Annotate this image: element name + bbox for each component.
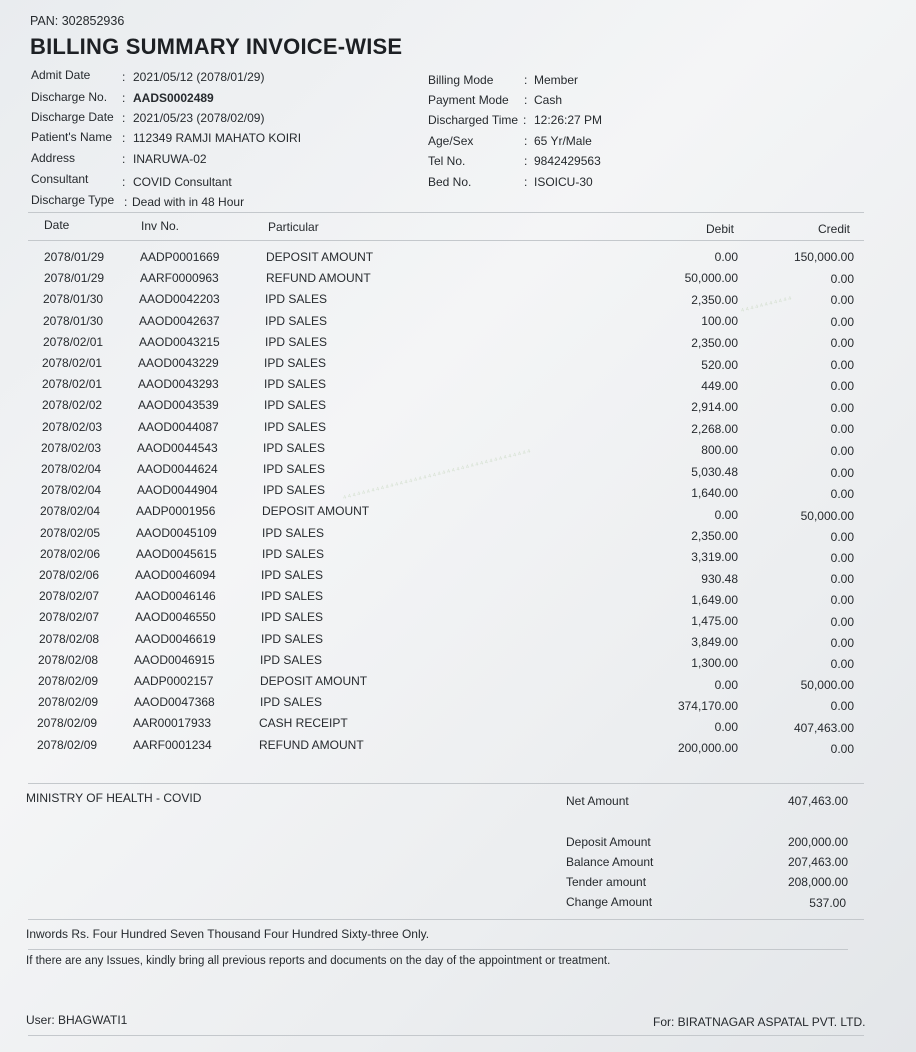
info-label-discharge-no: Discharge No.: [31, 90, 108, 104]
cell-credit: 0.00: [830, 699, 854, 714]
info-value-billing-mode: Member: [534, 73, 579, 87]
cell-credit: 407,463.00: [793, 720, 854, 735]
cell-credit: 0.00: [830, 614, 854, 629]
table-row: [0, 568, 916, 589]
cell-debit: 1,300.00: [691, 656, 738, 671]
cell-date: 2078/01/30: [43, 313, 104, 328]
cell-date: 2078/01/29: [44, 271, 105, 286]
cell-particular: IPD SALES: [260, 695, 323, 710]
table-row: [0, 674, 916, 695]
cell-debit: 2,914.00: [691, 400, 738, 415]
cell-particular: IPD SALES: [264, 419, 327, 434]
cell-credit: 0.00: [830, 487, 854, 502]
info-value-age-sex: 65 Yr/Male: [534, 134, 592, 148]
cell-particular: IPD SALES: [261, 610, 324, 625]
info-value-tel-no: 9842429563: [534, 154, 601, 168]
cell-particular: IPD SALES: [264, 398, 327, 413]
cell-particular: IPD SALES: [265, 313, 328, 328]
cell-inv-no: AAOD0045109: [136, 525, 217, 540]
cell-date: 2078/02/09: [37, 716, 98, 731]
header-debit: Debit: [706, 222, 735, 236]
cell-debit: 449.00: [701, 378, 738, 393]
cell-particular: IPD SALES: [261, 568, 324, 582]
divider: [28, 240, 864, 241]
company-signature: For: BIRATNAGAR ASPATAL PVT. LTD.: [653, 1015, 866, 1029]
table-row: [0, 356, 916, 377]
info-value-admit-date: 2021/05/12 (2078/01/29): [133, 70, 265, 84]
cell-inv-no: AAOD0046094: [135, 568, 216, 582]
net-amount-value: 407,463.00: [787, 794, 848, 808]
cell-debit: 0.00: [714, 719, 738, 734]
table-row: [0, 526, 916, 547]
cell-debit: 2,350.00: [691, 529, 738, 544]
balance-amount-value: 207,463.00: [787, 855, 848, 869]
divider: [28, 949, 848, 950]
instruction-note: If there are any Issues, kindly bring all previous reports and documents on the day of the appointment or treatment.: [26, 955, 611, 967]
cell-credit: 0.00: [830, 465, 854, 480]
net-amount-label: Net Amount: [566, 794, 629, 808]
cell-date: 2078/02/09: [37, 737, 98, 752]
cell-credit: 0.00: [830, 422, 854, 437]
table-row: [0, 420, 916, 441]
cell-debit: 200,000.00: [677, 741, 738, 756]
cell-inv-no: AADP0002157: [134, 674, 214, 688]
cell-inv-no: AAOD0046915: [134, 652, 215, 667]
table-row: [0, 250, 916, 271]
cell-credit: 0.00: [830, 336, 854, 351]
stamp-mark: ⁴⁴⁴⁴⁴⁴⁴⁴⁴⁴⁴⁴⁴⁴⁴⁴⁴⁴⁴⁴⁴⁴⁴⁴⁴⁴⁴⁴⁴⁴⁴⁴⁴⁴⁴⁴⁴⁴⁴⁴: [341, 446, 534, 504]
cell-credit: 0.00: [830, 357, 854, 372]
info-value-discharge-type: Dead with in 48 Hour: [132, 195, 245, 209]
table-row: [0, 271, 916, 292]
table-row: [0, 610, 916, 631]
cell-debit: 800.00: [701, 443, 738, 458]
pan-number: PAN: 302852936: [30, 14, 125, 28]
deposit-amount-value: 200,000.00: [787, 835, 848, 849]
change-amount-label: Change Amount: [566, 895, 653, 909]
cell-date: 2078/02/02: [42, 398, 103, 413]
table-row: [0, 589, 916, 610]
cell-credit: 0.00: [830, 293, 854, 308]
cell-date: 2078/02/03: [42, 419, 103, 434]
cell-date: 2078/02/09: [38, 695, 99, 710]
cell-debit: 50,000.00: [684, 271, 738, 286]
cell-date: 2078/02/06: [39, 568, 100, 582]
cell-particular: DEPOSIT AMOUNT: [262, 504, 370, 519]
cell-debit: 2,350.00: [691, 335, 738, 350]
info-sep: :: [524, 134, 528, 148]
cell-inv-no: AAOD0043539: [138, 398, 219, 413]
cell-particular: IPD SALES: [260, 652, 323, 667]
table-row: [0, 738, 916, 759]
info-value-address: INARUWA-02: [133, 152, 207, 166]
cell-inv-no: AAOD0042637: [139, 313, 220, 328]
cell-credit: 0.00: [830, 400, 854, 415]
divider: [28, 1035, 864, 1036]
header-inv-no: Inv No.: [141, 219, 180, 233]
cell-inv-no: AARF0001234: [133, 737, 212, 752]
tender-amount-label: Tender amount: [566, 875, 647, 889]
info-label-discharge-type: Discharge Type: [31, 193, 115, 207]
info-sep: :: [524, 73, 528, 87]
info-value-bed-no: ISOICU-30: [534, 175, 593, 189]
cell-credit: 150,000.00: [793, 250, 854, 264]
info-value-discharge-date: 2021/05/23 (2078/02/09): [133, 111, 265, 125]
info-sep: :: [122, 131, 126, 145]
balance-amount-label: Balance Amount: [566, 855, 654, 869]
user-label: User: BHAGWATI1: [26, 1013, 128, 1027]
cell-debit: 520.00: [701, 357, 738, 372]
info-sep: :: [523, 113, 527, 127]
table-row: [0, 441, 916, 462]
cell-particular: IPD SALES: [265, 292, 328, 307]
table-row: [0, 547, 916, 568]
page-title: BILLING SUMMARY INVOICE-WISE: [30, 34, 403, 59]
cell-date: 2078/02/01: [43, 334, 104, 349]
cell-credit: 0.00: [830, 443, 854, 458]
cell-inv-no: AAOD0046146: [135, 589, 216, 604]
tender-amount-value: 208,000.00: [787, 875, 848, 889]
cell-date: 2078/02/04: [40, 504, 101, 519]
info-label: Admit Date: [31, 68, 91, 82]
info-label-tel-no: Tel No.: [428, 154, 466, 168]
info-label-consultant: Consultant: [31, 172, 89, 186]
cell-debit: 3,849.00: [691, 635, 738, 650]
deposit-amount-label: Deposit Amount: [566, 835, 651, 849]
divider: [28, 919, 864, 920]
cell-particular: CASH RECEIPT: [259, 716, 348, 731]
cell-debit: 0.00: [714, 677, 738, 692]
cell-inv-no: AADP0001956: [136, 504, 216, 519]
table-row: [0, 504, 916, 525]
cell-debit: 0.00: [714, 250, 738, 264]
table-row: [0, 653, 916, 674]
divider: [28, 783, 864, 784]
cell-debit: 1,475.00: [691, 613, 738, 628]
cell-date: 2078/02/07: [39, 589, 100, 604]
info-sep: :: [122, 175, 126, 189]
cell-date: 2078/02/01: [42, 377, 103, 392]
info-value-discharged-time: 12:26:27 PM: [534, 113, 603, 127]
cell-inv-no: AAOD0045615: [136, 546, 217, 561]
cell-particular: IPD SALES: [264, 377, 327, 392]
info-sep: :: [524, 154, 528, 168]
table-row: [0, 483, 916, 504]
cell-debit: 1,649.00: [691, 592, 738, 607]
cell-particular: IPD SALES: [262, 525, 325, 540]
header-date: Date: [44, 218, 70, 232]
cell-credit: 0.00: [830, 379, 854, 394]
cell-particular: IPD SALES: [262, 546, 325, 561]
cell-credit: 50,000.00: [800, 678, 854, 693]
cell-date: 2078/02/05: [40, 525, 101, 540]
cell-date: 2078/02/08: [39, 631, 100, 646]
info-label-bed-no: Bed No.: [428, 175, 472, 189]
cell-date: 2078/01/29: [44, 250, 105, 264]
cell-inv-no: AAOD0044087: [138, 419, 219, 434]
cell-particular: IPD SALES: [263, 483, 326, 498]
cell-particular: REFUND AMOUNT: [266, 271, 371, 286]
header-credit: Credit: [818, 222, 851, 236]
cell-particular: IPD SALES: [261, 631, 324, 646]
stamp-mark: ⁴⁴⁴⁴⁴⁴⁴⁴⁴⁴⁴: [739, 293, 794, 317]
cell-particular: IPD SALES: [264, 356, 327, 370]
cell-credit: 0.00: [830, 656, 854, 671]
cell-date: 2078/02/01: [42, 356, 103, 370]
cell-credit: 0.00: [830, 635, 854, 650]
info-label-discharged-time: Discharged Time: [428, 113, 519, 127]
table-row: [0, 716, 916, 737]
cell-credit: 0.00: [830, 271, 854, 286]
cell-credit: 50,000.00: [800, 508, 854, 523]
header-particular: Particular: [268, 220, 319, 234]
info-label-address: Address: [31, 151, 76, 165]
cell-inv-no: AAOD0043293: [138, 377, 219, 392]
cell-particular: IPD SALES: [265, 334, 328, 349]
info-value-payment-mode: Cash: [534, 93, 563, 107]
cell-debit: 100.00: [701, 314, 738, 329]
info-value-discharge-no: AADS0002489: [133, 91, 214, 105]
info-sep: :: [124, 195, 128, 209]
cell-particular: DEPOSIT AMOUNT: [266, 250, 374, 264]
cell-debit: 0.00: [714, 507, 738, 522]
cell-date: 2078/02/09: [38, 674, 99, 688]
cell-particular: IPD SALES: [263, 440, 326, 455]
divider: [28, 212, 864, 213]
cell-date: 2078/02/03: [41, 440, 102, 455]
info-sep: :: [122, 70, 126, 84]
cell-inv-no: AAOD0044624: [137, 462, 218, 476]
cell-credit: 0.00: [830, 550, 854, 565]
info-label-age-sex: Age/Sex: [428, 134, 474, 148]
cell-inv-no: AAOD0047368: [134, 695, 215, 710]
cell-inv-no: AAOD0042203: [139, 292, 220, 307]
cell-date: 2078/02/07: [39, 610, 100, 625]
info-sep: :: [122, 152, 126, 166]
cell-date: 2078/02/04: [41, 483, 102, 498]
cell-credit: 0.00: [830, 593, 854, 608]
table-row: [0, 695, 916, 716]
cell-particular: IPD SALES: [263, 462, 326, 476]
cell-date: 2078/01/30: [43, 292, 104, 307]
cell-particular: DEPOSIT AMOUNT: [260, 674, 368, 688]
cell-inv-no: AAOD0046550: [135, 610, 216, 625]
cell-inv-no: AAOD0044904: [137, 483, 218, 498]
cell-credit: 0.00: [830, 529, 854, 544]
info-sep: :: [524, 175, 528, 189]
cell-inv-no: AAOD0043229: [138, 356, 219, 370]
change-amount-value: 537.00: [809, 896, 846, 910]
info-label-discharge-date: Discharge Date: [31, 110, 114, 124]
info-value-patient-name: 112349 RAMJI MAHATO KOIRI: [133, 131, 302, 145]
info-sep: :: [524, 93, 528, 107]
cell-inv-no: AARF0000963: [140, 271, 219, 286]
table-row: [0, 335, 916, 356]
cell-inv-no: AAR00017933: [133, 716, 212, 731]
cell-particular: REFUND AMOUNT: [259, 737, 364, 752]
amount-in-words: Inwords Rs. Four Hundred Seven Thousand Four Hundred Sixty-three Only.: [26, 927, 430, 941]
info-sep: :: [122, 111, 126, 125]
ministry-label: MINISTRY OF HEALTH - COVID: [26, 791, 202, 805]
cell-inv-no: AADP0001669: [140, 250, 220, 264]
info-row-admit-date: [31, 68, 90, 82]
cell-credit: 0.00: [830, 572, 854, 587]
info-sep: :: [122, 91, 126, 105]
cell-debit: 2,350.00: [691, 292, 738, 307]
cell-date: 2078/02/08: [38, 652, 99, 667]
table-row: [0, 398, 916, 419]
info-label-patient-name: Patient's Name: [31, 130, 112, 144]
cell-inv-no: AAOD0046619: [135, 631, 216, 646]
info-value-consultant: COVID Consultant: [133, 175, 232, 189]
cell-inv-no: AAOD0044543: [137, 440, 218, 455]
cell-inv-no: AAOD0043215: [139, 334, 220, 349]
cell-particular: IPD SALES: [261, 589, 324, 604]
cell-debit: 374,170.00: [677, 698, 738, 713]
cell-debit: 1,640.00: [691, 486, 738, 501]
table-row: [0, 377, 916, 398]
info-label-payment-mode: Payment Mode: [428, 93, 509, 107]
table-row: [0, 314, 916, 335]
table-row: [0, 632, 916, 653]
cell-date: 2078/02/04: [41, 462, 102, 476]
cell-credit: 0.00: [830, 314, 854, 329]
cell-debit: 2,268.00: [691, 421, 738, 436]
cell-credit: 0.00: [830, 741, 854, 756]
cell-debit: 3,319.00: [691, 550, 738, 565]
cell-date: 2078/02/06: [40, 546, 101, 561]
info-label-billing-mode: Billing Mode: [428, 73, 494, 87]
cell-debit: 930.48: [701, 571, 738, 586]
cell-debit: 5,030.48: [691, 465, 738, 479]
